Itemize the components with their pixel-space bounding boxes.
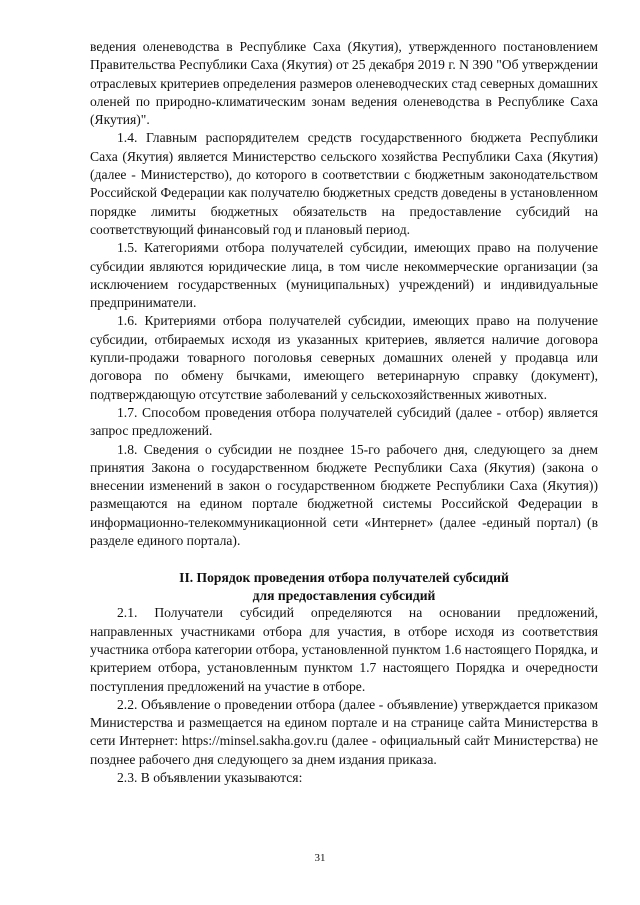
paragraph-continuation: ведения оленеводства в Республике Саха (Якутия), утвержденного постановлением Правительства Республики Саха (Якутия) от 25 декабря 2019 г. N 390 "Об утверждении отраслевых критериев определения размеров оленеводческих стад северных домашних оленей по природно-климатическим зонам ведения оленеводства в Республике Саха (Якутия)". bbox=[90, 39, 598, 128]
paragraph-2-3: 2.3. В объявлении указываются: bbox=[117, 769, 303, 785]
paragraph-1-8: 1.8. Сведения о субсидии не позднее 15-го рабочего дня, следующего за днем принятия Закона о государственном бюджете Республики Саха (Якутия) (закона о внесении изменений в закон о государственном бюджете Республики Саха (Якутия)) размещаются на едином портале бюджетной системы Российской Федерации в информационно-телекоммуникационной сети «Интернет» (далее -единый портал) (в разделе единого портала). bbox=[90, 441, 598, 549]
paragraph-1-5: 1.5. Категориями отбора получателей субсидии, имеющих право на получение субсидии являются юридические лица, в том числе некоммерческие организации (за исключением государственных (муниципальных) учреждений) и индивидуальные предприниматели. bbox=[90, 240, 598, 311]
section-heading-line-1: II. Порядок проведения отбора получателей субсидий bbox=[179, 570, 509, 586]
section-heading-line-2: для предоставления субсидий bbox=[252, 587, 436, 603]
paragraph-1-6: 1.6. Критериями отбора получателей субсидии, имеющих право на получение субсидии, отбираемых исходя из указанных критериев, является наличие договора купли-продажи товарного поголовья северных домашних оленей у продавца или договора по обмену бычками, имеющего ветеринарную справку (документ), подтверждающую отсутствие заболеваний у сельскохозяйственных животных. bbox=[90, 313, 598, 402]
document-page bbox=[90, 38, 598, 787]
paragraph-2-2: 2.2. Объявление о проведении отбора (далее - объявление) утверждается приказом Министерства и размещается на едином портале и на странице сайта Министерства в сети Интернет: https://minsel.sakha.gov.ru (далее - официальный сайт Министерства) не позднее рабочего дня следующего за днем издания приказа. bbox=[90, 696, 598, 767]
page-number: 31 bbox=[314, 852, 326, 864]
paragraph-1-4: 1.4. Главным распорядителем средств государственного бюджета Республики Саха (Якутия) является Министерство сельского хозяйства Республики Саха (Якутия) (далее - Министерство), до которого в соответствии с бюджетным законодательством Российской Федерации как получателю бюджетных средств доведены в установленном порядке лимиты бюджетных обязательств на предоставление субсидий на соответствующий финансовый год и плановый период. bbox=[90, 130, 598, 237]
paragraph-2-1: 2.1. Получатели субсидий определяются на основании предложений, направленных участниками отбора для участия, в отборе исходя из соответствия участника отбора категории отбора, установленной пунктом 1.6 настоящего Порядка, и критерием отбора, установленным пунктом 1.7 настоящего Порядка и очередности поступления предложений на участие в отборе. bbox=[90, 605, 598, 694]
paragraph-1-7: 1.7. Способом проведения отбора получателей субсидий (далее - отбор) является запрос предложений. bbox=[90, 404, 598, 439]
section-heading bbox=[90, 569, 598, 604]
